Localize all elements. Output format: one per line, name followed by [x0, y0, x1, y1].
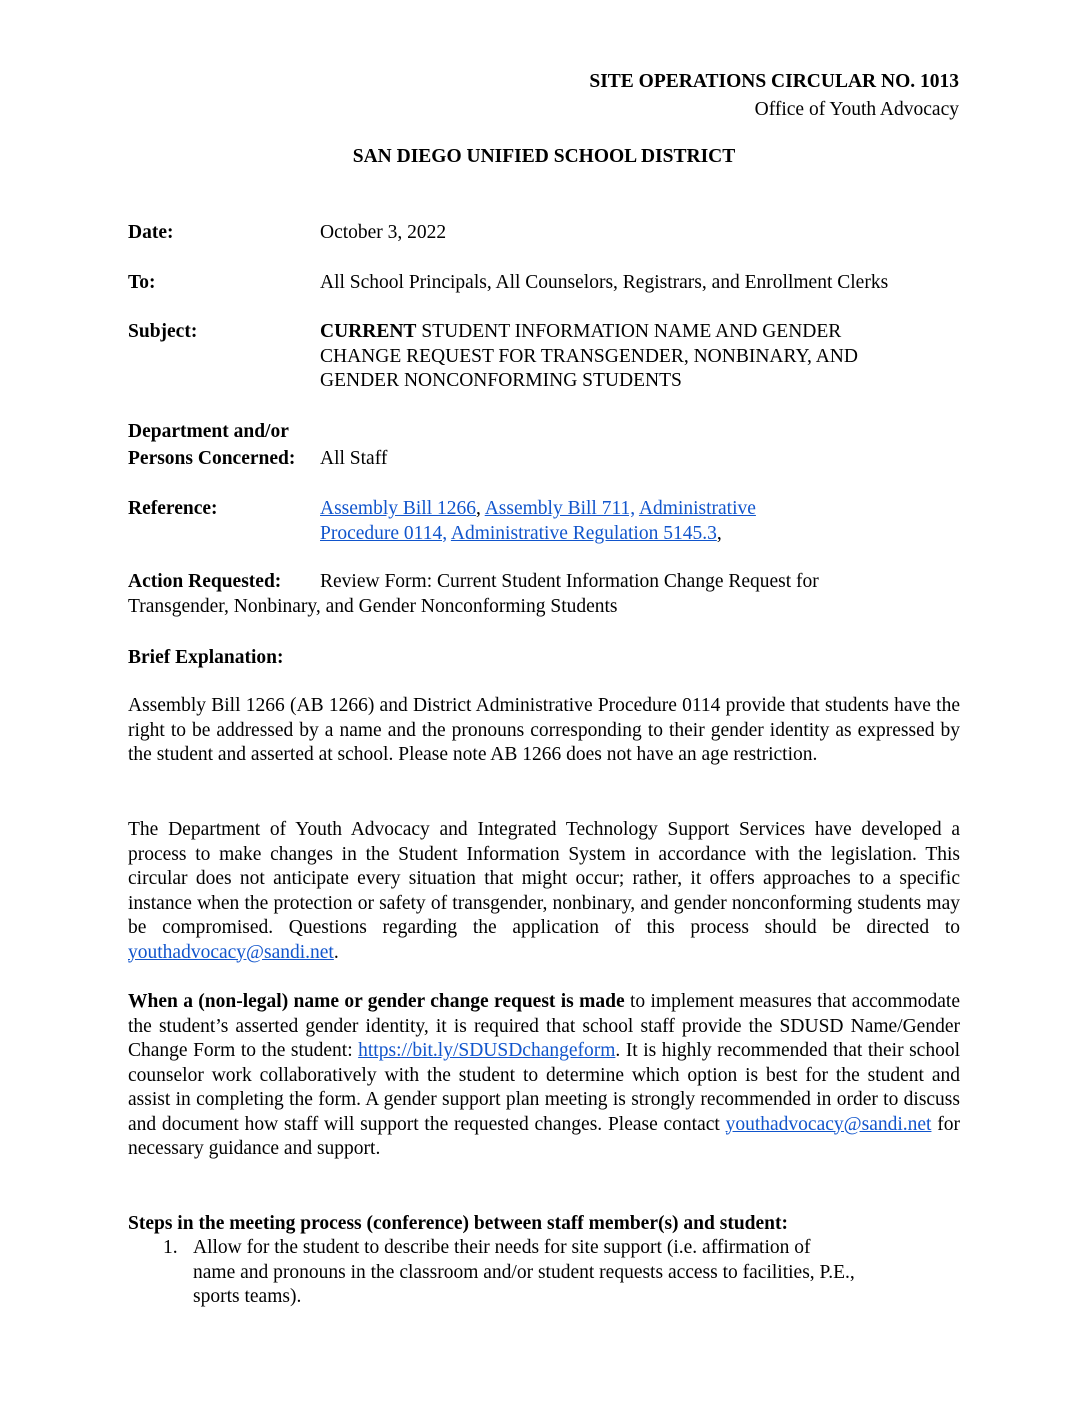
subject-line-3: GENDER NONCONFORMING STUDENTS	[320, 370, 682, 391]
action-requested-line-1: Review Form: Current Student Information Change Request for	[320, 571, 819, 592]
department-label-line-1: Department and/or	[128, 421, 289, 442]
action-requested-label: Action Requested:	[128, 571, 282, 592]
reference-line-1	[320, 497, 960, 522]
subject-line-2: CHANGE REQUEST FOR TRANSGENDER, NONBINARY, AND	[320, 345, 858, 367]
paragraph-process-end: .	[333, 941, 339, 963]
reference-trailing-comma: ,	[716, 522, 722, 544]
step-item	[193, 1236, 960, 1310]
link-administrative-regulation-5145-3[interactable]: Administrative Regulation 5145.3	[450, 522, 717, 544]
subject-label: Subject:	[128, 321, 198, 342]
to-value: All School Principals, All Counselors, Registrars, and Enrollment Clerks	[320, 272, 889, 293]
paragraph-change-request-text-3: for necessary guidance and support.	[128, 1113, 960, 1159]
link-email-youthadvocacy-2[interactable]: youthadvocacy@sandi.net	[725, 1113, 932, 1135]
steps-heading: Steps in the meeting process (conference) between staff member(s) and student:	[128, 1213, 789, 1234]
step-item-line-1: Allow for the student to describe their needs for site support (i.e. affirmation of	[193, 1237, 811, 1258]
to-label: To:	[128, 272, 156, 293]
link-assembly-bill-1266[interactable]: Assembly Bill 1266	[320, 498, 477, 519]
reference-separator: ,	[476, 498, 485, 519]
district-name: SAN DIEGO UNIFIED SCHOOL DISTRICT	[352, 146, 736, 167]
paragraph-process	[128, 818, 960, 965]
step-item-line-2: name and pronouns in the classroom and/or student requests access to facilities, P.E.,	[193, 1261, 855, 1283]
reference-label: Reference:	[128, 498, 218, 519]
paragraph-ab1266: Assembly Bill 1266 (AB 1266) and District Administrative Procedure 0114 provide that students have the right to be addressed by a name and the pronouns corresponding to their gender identity as expressed by the student and asserted at school. Please note AB 1266 does not have an age restriction.	[128, 695, 960, 765]
department-label-line-2: Persons Concerned:	[128, 448, 296, 469]
paragraph-change-request-text-1: to implement measures that accommodate the student’s asserted gender identity, it is required that school staff provide the SDUSD Name/Gender Change Form to the student:	[128, 991, 960, 1061]
office-name: Office of Youth Advocacy	[754, 99, 959, 120]
action-requested-line-2: Transgender, Nonbinary, and Gender Nonconforming Students	[128, 596, 618, 617]
subject-line-1-rest: STUDENT INFORMATION NAME AND GENDER	[416, 321, 842, 342]
step-item-line-3: sports teams).	[193, 1286, 302, 1307]
subject-current-emphasis: CURRENT	[320, 321, 417, 342]
link-administrative-procedure-0114-part-1[interactable]: Administrative	[638, 498, 756, 519]
paragraph-process-text: The Department of Youth Advocacy and Integrated Technology Support Services have developed a process to make changes in the Student Information System in accordance with the legislation. This circular does not anticipate every situation that might occur; rather, it offers approaches to a specific instance when the protection or safety of transgender, nonbinary, and gender nonconforming students may be compromised. Questions regarding the application of this process should be directed to	[128, 819, 960, 938]
reference-line-2	[320, 522, 960, 547]
link-assembly-bill-711[interactable]: Assembly Bill 711,	[484, 498, 636, 519]
department-value: All Staff	[320, 448, 388, 469]
brief-explanation-heading: Brief Explanation:	[128, 647, 284, 668]
link-email-youthadvocacy[interactable]: youthadvocacy@sandi.net	[128, 941, 334, 963]
link-administrative-procedure-0114-part-2[interactable]: Procedure 0114,	[320, 522, 448, 544]
subject-value	[320, 320, 960, 394]
link-change-form-url[interactable]: https://bit.ly/SDUSDchangeform	[358, 1040, 616, 1061]
paragraph-change-request-emphasis: When a (non-legal) name or gender change request is made	[128, 991, 625, 1012]
date-value: October 3, 2022	[320, 222, 447, 243]
step-number: 1.	[163, 1237, 178, 1258]
paragraph-change-request-text-2: . It is highly recommended that their school counselor work collaboratively with the student to determine which option is best for the student and assist in completing the form. A gender support plan meeting is strongly recommended in order to discuss and document how staff will support the requested changes. Please contact	[128, 1040, 960, 1135]
subject-line-1	[320, 320, 960, 345]
circular-title: SITE OPERATIONS CIRCULAR NO. 1013	[589, 71, 959, 92]
date-label: Date:	[128, 222, 174, 243]
reference-links	[320, 497, 960, 546]
paragraph-change-request	[128, 990, 960, 1162]
